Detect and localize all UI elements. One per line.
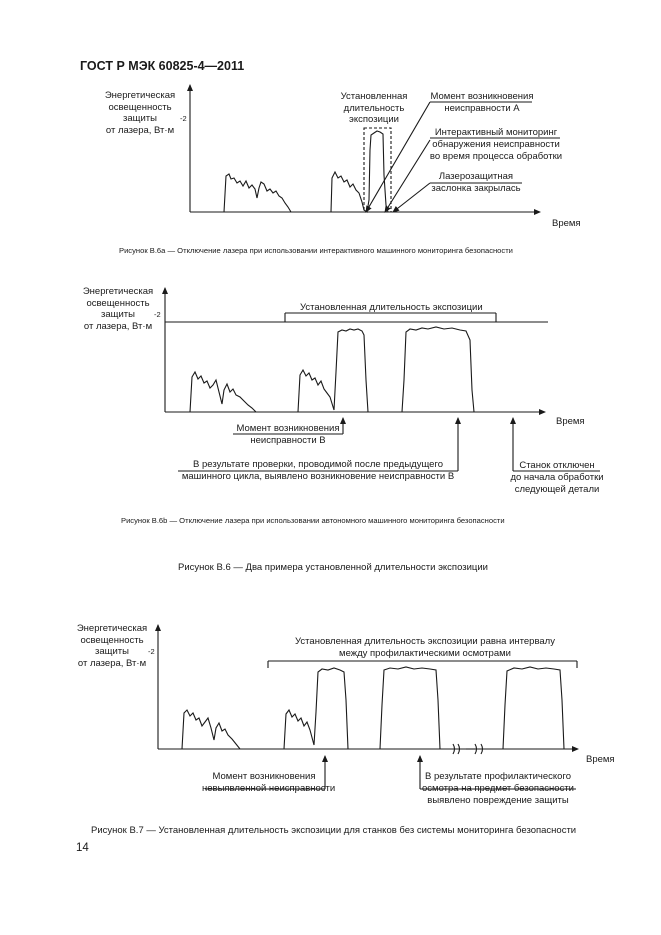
- exposure-label: Установленная длительность экспозиции равна интервалу между профилактическими осмотрами: [295, 636, 555, 659]
- caption-b6a: Рисунок В.6а — Отключение лазера при использовании интерактивного машинного мониторинга безопасности: [119, 246, 513, 255]
- caption-b7: Рисунок В.7 — Установленная длительность экспозиции для станков без системы мониторинга безопасности: [91, 825, 577, 836]
- annotation-shutter-closed: Лазерозащитная заслонка закрылась: [431, 171, 521, 194]
- leader-shutter: [393, 183, 430, 212]
- x-axis-label: Время: [556, 416, 585, 427]
- y-axis-label: Энергетическая освещенность защиты от лазера, Вт·м: [76, 623, 148, 669]
- figure-b6b: [165, 288, 600, 471]
- x-axis-label: Время: [586, 754, 615, 765]
- annotation-undetected-fault: Момент возникновения невыявленной неисправности: [202, 771, 336, 794]
- annotation-machine-stopped: Станок отключен до начала обработки следующей детали: [510, 460, 604, 495]
- y-axis-label: Энергетическая освещенность защиты от лазера, Вт·м: [104, 90, 176, 136]
- irradiance-trace: [158, 667, 564, 749]
- y-axis-unit-exponent: -2: [180, 114, 187, 123]
- y-axis-unit-exponent: -2: [154, 310, 161, 319]
- irradiance-trace: [165, 327, 478, 412]
- x-axis-label: Время: [552, 218, 581, 229]
- caption-b6b: Рисунок В.6b — Отключение лазера при использовании автономного машинного мониторинга безопасности: [121, 516, 505, 525]
- exposure-label: Установленная длительность экспозиции: [340, 91, 408, 125]
- caption-b6: Рисунок В.6 — Два примера установленной длительности экспозиции: [178, 562, 488, 573]
- annotation-check-result: В результате проверки, проводимой после предыдущего машинного цикла, выявлено возникновение неисправности В: [181, 459, 455, 482]
- exposure-window: [364, 128, 391, 212]
- y-axis-label: Энергетическая освещенность защиты от лазера, Вт·м: [82, 286, 154, 332]
- page-number: 14: [76, 842, 89, 854]
- exposure-label: Установленная длительность экспозиции: [300, 302, 483, 313]
- annotation-fault-a: Момент возникновения неисправности А: [430, 91, 534, 114]
- y-axis-unit-exponent: -2: [148, 647, 155, 656]
- annotation-fault-b: Момент возникновения неисправности В: [236, 423, 340, 446]
- annotation-interactive-monitoring: Интерактивный мониторинг обнаружения неисправности во время процесса обработки: [429, 127, 563, 162]
- document-header: ГОСТ Р МЭК 60825-4—2011: [80, 59, 245, 73]
- annotation-inspection-result: В результате профилактического осмотра на предмет безопасности выявлено повреждение защиты: [422, 771, 574, 806]
